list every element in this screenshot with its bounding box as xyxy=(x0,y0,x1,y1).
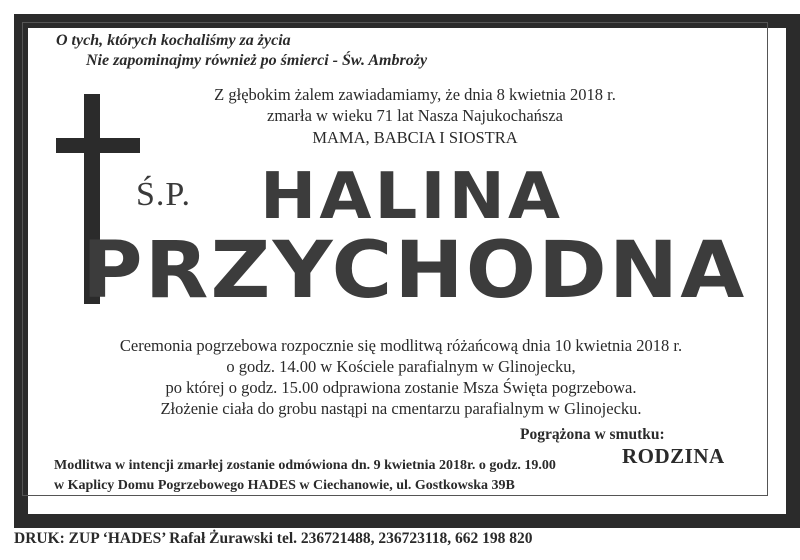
deceased-first-name: HALINA xyxy=(260,160,564,234)
intro-line-2: zmarła w wieku 71 lat Nasza Najukochańsza xyxy=(267,106,563,125)
motto-line-1: O tych, których kochaliśmy za życia xyxy=(56,32,291,49)
prayer-line-1: Modlitwa w intencji zmarłej zostanie odmówiona dn. 9 kwietnia 2018r. o godz. 19.00 xyxy=(54,458,556,473)
printer-footer: DRUK: ZUP ‘HADES’ Rafał Żurawski tel. 236721488, 236723118, 662 198 820 xyxy=(14,530,533,547)
prayer-line-2: w Kaplicy Domu Pogrzebowego HADES w Ciechanowie, ul. Gostkowska 39B xyxy=(54,478,515,493)
intro-line-3: MAMA, BABCIA I SIOSTRA xyxy=(312,128,518,147)
ceremony-line-2: o godz. 14.00 w Kościele parafialnym w Glinojecku, xyxy=(226,357,576,376)
motto-line-2: Nie zapominajmy również po śmierci - Św. Ambroży xyxy=(86,52,428,69)
ceremony-line-3: po której o godz. 15.00 odprawiona zostanie Msza Święta pogrzebowa. xyxy=(165,378,637,397)
mourners-name: RODZINA xyxy=(622,444,725,468)
ceremony-line-1: Ceremonia pogrzebowa rozpocznie się modlitwą różańcową dnia 10 kwietnia 2018 r. xyxy=(119,336,683,355)
mourners-label: Pogrążona w smutku: xyxy=(520,426,665,443)
deceased-prefix: Ś.P. xyxy=(136,176,192,213)
intro-line-1: Z głębokim żalem zawiadamiamy, że dnia 8 kwietnia 2018 r. xyxy=(214,85,616,104)
ceremony-line-4: Złożenie ciała do grobu nastąpi na cmentarzu parafialnym w Glinojecku. xyxy=(160,399,642,418)
deceased-last-name: PRZYCHODNA xyxy=(82,226,747,316)
